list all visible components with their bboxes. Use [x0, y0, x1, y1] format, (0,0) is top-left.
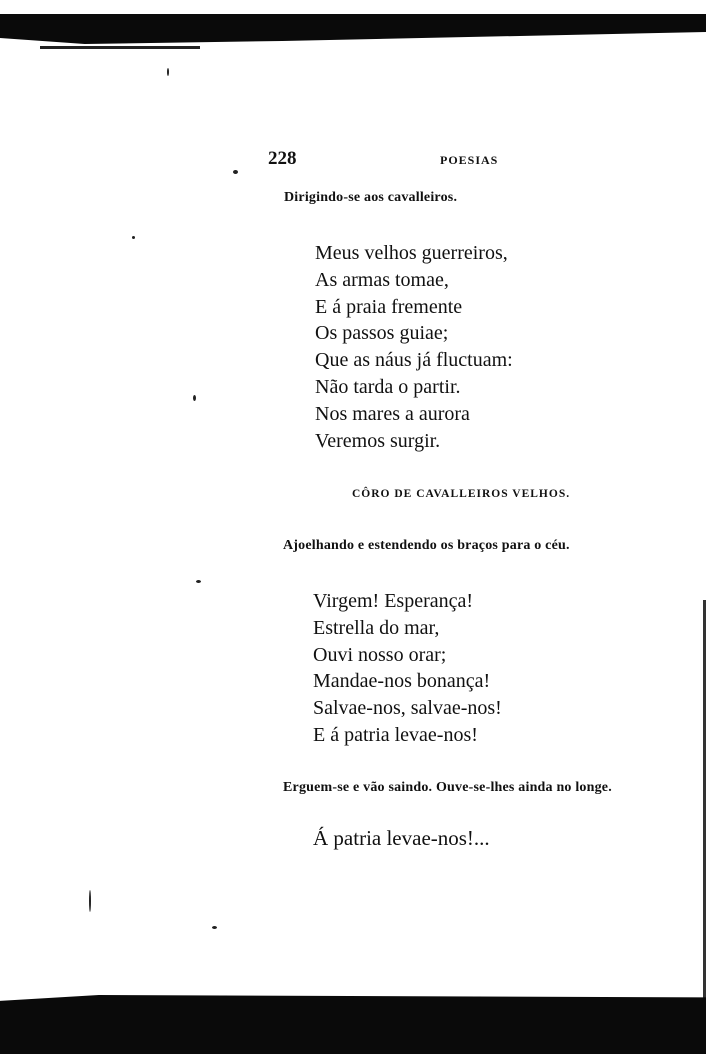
stanza-1-line: Veremos surgir. [315, 429, 441, 452]
stanza-2-line: Estrella do mar, [313, 616, 440, 639]
stanza-1-line: Que as náus já fluctuam: [315, 349, 513, 372]
scan-top-edge-line [40, 46, 200, 49]
stanza-2-line: E á patria levae-nos! [313, 723, 478, 746]
stanza-1-line: Não tarda o partir. [315, 375, 461, 398]
running-head: POESIAS [440, 153, 499, 167]
final-line: Á patria levae-nos!... [313, 826, 490, 850]
stanza-1-line: As armas tomae, [315, 268, 449, 291]
scan-bottom-edge [0, 995, 706, 1054]
stanza-1-line: E á praia fremente [315, 295, 463, 318]
stanza-2-line: Ouvi nosso orar; [313, 643, 447, 666]
stanza-1-line: Nos mares a aurora [315, 402, 470, 425]
stage-direction-1: Dirigindo-se aos cavalleiros. [284, 190, 458, 205]
stanza-1 [315, 240, 513, 454]
chorus-heading: CÔRO DE CAVALLEIROS VELHOS. [352, 488, 571, 500]
scan-speck [196, 580, 201, 583]
scan-speck [167, 68, 169, 76]
stanza-2-line: Virgem! Esperança! [313, 590, 474, 612]
stage-direction-2: Ajoelhando e estendendo os braços para o céu. [283, 538, 570, 553]
scan-top-edge [0, 14, 706, 44]
stanza-2-line: Mandae-nos bonança! [313, 670, 491, 693]
stanza-2 [313, 588, 502, 749]
page-number: 228 [268, 148, 297, 169]
scan-speck [193, 395, 196, 401]
scan-speck [233, 170, 238, 174]
stanza-1-line: Meus velhos guerreiros, [315, 242, 508, 264]
scan-speck [132, 236, 135, 239]
scan-speck [89, 890, 91, 912]
scan-speck [212, 926, 217, 929]
stanza-2-line: Salvae-nos, salvae-nos! [313, 697, 502, 720]
stage-direction-3: Erguem-se e vão saindo. Ouve-se-lhes ainda no longe. [283, 780, 612, 795]
stanza-1-line: Os passos guiae; [315, 322, 449, 345]
